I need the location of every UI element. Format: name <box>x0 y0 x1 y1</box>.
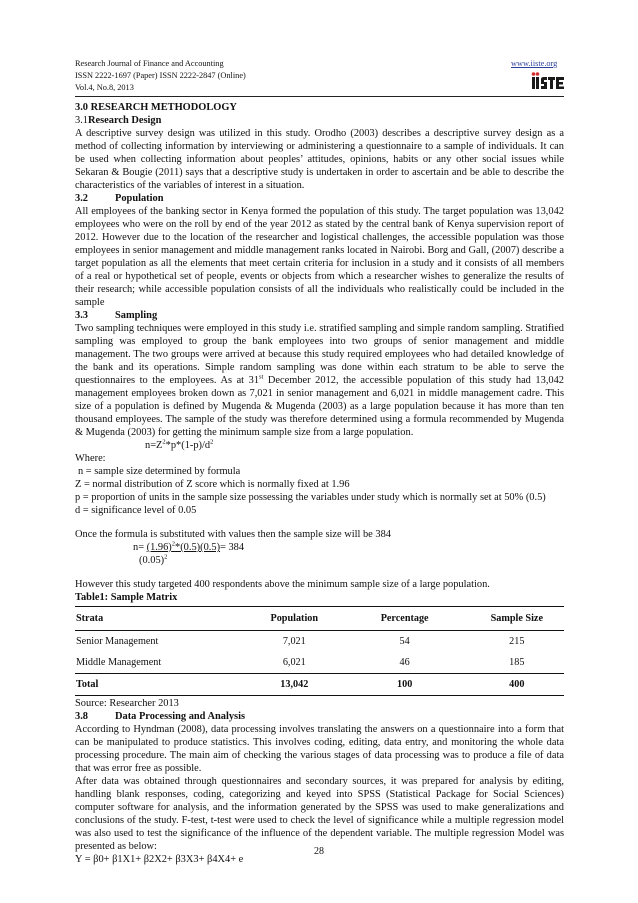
where-d: d = significance level of 0.05 <box>75 505 197 516</box>
substitution-text: Once the formula is substituted with values then the sample size will be 384 <box>75 529 391 540</box>
cell-strata: Senior Management <box>76 636 159 647</box>
calc-part: (0.05) <box>139 555 165 566</box>
section-title: Population <box>115 193 164 204</box>
table-row <box>75 652 564 674</box>
section-number: 3.1 <box>75 115 88 126</box>
research-design-paragraph: A descriptive survey design was utilized in this study. Orodho (2003) describes a descriptive survey design as a method of collecting information by interviewing or administering a questionnaire to a sample of individuals. It can be used when collecting information about peoples’ attitudes, opinions, habits or any other social issues while Sekaran & Bougie (2011) says that a descriptive study is undertaken in order to ascertain and be able to describe the characteristics of the variables of interest in a situation. <box>75 128 564 191</box>
calc-prefix: n= <box>133 542 147 553</box>
section-title: Data Processing and Analysis <box>115 711 245 722</box>
sampling-text-part-b: December 2012, the accessible population of this study had 13,042 management employees broken down as 7,021 in senior management and 6,021 in middle management cadre. This size of a population is defined by Mugenda & Mugenda (2003) as a large population because it has more than ten thousand employees. The sample of the study was therefore determined using a formula recommended by Mugenda & Mugenda (2003) for getting the minimum sample size from a large population. <box>75 375 565 438</box>
cell-population: 13,042 <box>249 674 340 696</box>
regression-model: Y = β0+ β1X1+ β2X2+ β3X3+ β4X4+ e <box>75 854 244 865</box>
table-total-row <box>75 674 564 696</box>
where-z: Z = normal distribution of Z score which is normally fixed at 1.96 <box>75 479 350 490</box>
header-percentage: Percentage <box>340 607 470 631</box>
cell-percentage: 46 <box>399 657 410 668</box>
section-heading-3-8 <box>75 710 564 723</box>
table-source: Source: Researcher 2013 <box>75 698 179 709</box>
iiste-logo <box>531 71 565 91</box>
where-p: p = proportion of units in the sample size possessing the variables under study which is normally set at 50% (0.5) <box>75 492 546 503</box>
table-row <box>75 631 564 653</box>
cell-population: 6,021 <box>282 657 306 668</box>
cell-sample-size: 185 <box>509 657 525 668</box>
where-label: Where: <box>75 453 106 464</box>
population-paragraph: All employees of the banking sector in Kenya formed the population of this study. The target population was 13,042 employees who were on the roll by end of the year 2012 as stated by the central bank of Kenya supervision report of 2012. However due to the location of the researcher and logistical challenges, the accessible population was those employees in senior management and middle management ranks located in Nairobi. Borg and Gall, (2007) describe a target population as all the elements that meet certain criteria for inclusion in a study and it consists of all members of a real or hypothetical set of people, events or objects from which a researcher wishes to generalize the results of their research; while accessible population consists of all the individuals who realistically could be included in the sample <box>75 206 564 308</box>
cell-sample-size: 400 <box>470 674 564 696</box>
spacer <box>75 517 564 528</box>
superscript: 2 <box>164 553 168 561</box>
volume-line: Vol.4, No.8, 2013 <box>75 83 134 92</box>
cell-percentage: 54 <box>399 636 410 647</box>
section-number: 3.8 <box>75 711 88 722</box>
table-header-row <box>75 607 564 631</box>
sampling-paragraph <box>75 322 564 439</box>
formula-part: n=Z <box>145 440 163 451</box>
section-heading-3-2 <box>75 192 564 205</box>
calc-numerator <box>75 541 564 554</box>
journal-url-link[interactable]: www.iiste.org <box>511 59 558 68</box>
section-heading-3-0: 3.0 RESEARCH METHODOLOGY <box>75 102 237 113</box>
header-strata: Strata <box>75 607 249 631</box>
cell-sample-size: 215 <box>509 636 525 647</box>
journal-title: Research Journal of Finance and Accounting <box>75 59 224 68</box>
superscript: 2 <box>210 438 214 446</box>
where-n: n = sample size determined by formula <box>78 466 241 477</box>
issn-line: ISSN 2222-1697 (Paper) ISSN 2222-2847 (Online) <box>75 71 246 80</box>
sampling-text-part-a: Two sampling techniques were employed in this study i.e. stratified sampling and simple random sampling. Stratified sampling was employed to group the bank employees into two groups of senior management and middle management. The two groups were arrived at because this study required employees who had detailed knowledge of the bank and its operations. Simple random sampling was done within each stratum to be able to serve the questionnaires to the employees. As at 31 <box>75 323 564 386</box>
targeted-respondents-text: However this study targeted 400 respondents above the minimum sample size of a large population. <box>75 579 490 590</box>
sample-size-formula <box>75 439 564 452</box>
superscript: st <box>259 373 264 381</box>
calc-result: = 384 <box>220 542 245 553</box>
formula-part: *p*(1-p)/d <box>165 440 211 451</box>
calc-part: *(0.5)(0.5) <box>175 542 221 553</box>
header-sample-size: Sample Size <box>470 607 564 631</box>
page-number: 28 <box>314 846 324 857</box>
section-title: Sampling <box>115 310 158 321</box>
calc-part: (1.96) <box>146 542 172 553</box>
section-number: 3.3 <box>75 310 88 321</box>
section-number: 3.2 <box>75 193 88 204</box>
cell-population: 7,021 <box>282 636 306 647</box>
cell-percentage: 100 <box>340 674 470 696</box>
calc-numerator-underlined <box>147 542 220 553</box>
calc-denominator <box>75 554 564 567</box>
header-population: Population <box>249 607 340 631</box>
section-title: Research Design <box>88 115 162 126</box>
superscript: 2 <box>162 438 166 446</box>
header-rule <box>75 96 564 97</box>
article-body <box>75 101 564 866</box>
sample-matrix-table <box>75 606 564 696</box>
data-processing-paragraph-1: According to Hyndman (2008), data processing involves translating the answers on a questionnaire into a form that can be manipulated to produce statistics. This involves coding, editing, data entry, and monitoring the whole data processing procedure. The main aim of checking the various stages of data processing was to produce a file of data that was error free as possible. <box>75 724 564 774</box>
cell-strata: Middle Management <box>76 657 162 668</box>
cell-strata: Total <box>75 674 249 696</box>
section-heading-3-3 <box>75 309 564 322</box>
table-caption: Table1: Sample Matrix <box>75 592 178 603</box>
section-heading-3-1 <box>75 114 564 127</box>
superscript: 2 <box>171 540 176 548</box>
spacer <box>75 567 564 578</box>
data-processing-paragraph-2: After data was obtained through questionnaires and secondary sources, it was prepared for analysis by editing, handling blank responses, coding, categorizing and keyed into SPSS (Statistical Package for Social Sciences) computer software for analysis, and the information generated by the SPSS was used to make generalizations and conclusions of the study. F-test, t-test were used to check the level of significance while a multiple regression model was also used to test the significance of the influence of the dependent variable. The multiple regression Model was presented as below: <box>75 776 564 852</box>
